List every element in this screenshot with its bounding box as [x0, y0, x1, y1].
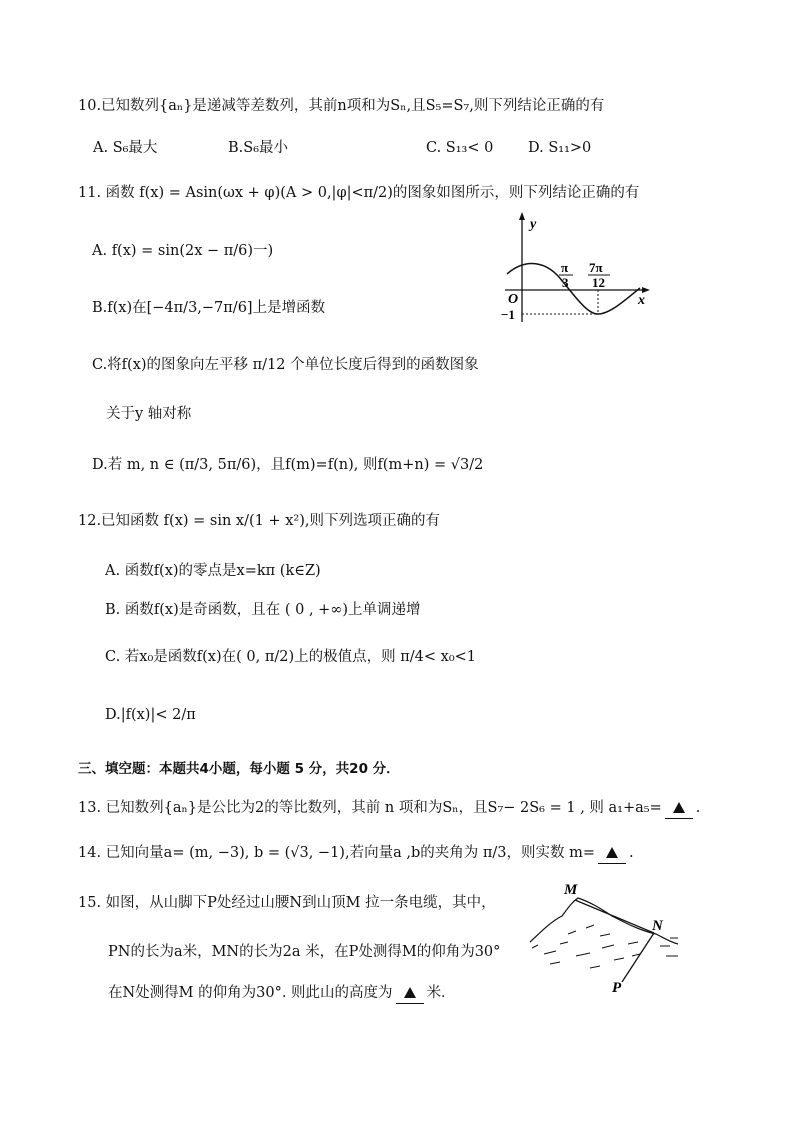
q15-fig-label-p: P [612, 980, 622, 996]
q11-option-c: C.将f(x)的图象向左平移 π/12 个单位长度后得到的函数图象 [92, 357, 479, 373]
triangle-icon [606, 847, 618, 858]
q11-graph-tick-7pi12-den: 12 [592, 275, 605, 290]
q15-fig-label-n: N [652, 918, 663, 934]
q11-graph-origin: O [508, 292, 519, 307]
q10-option-c: C. S₁₃< 0 [426, 140, 494, 156]
q13-end: . [695, 800, 701, 816]
q10-option-b: B.S₆最小 [228, 140, 289, 156]
q15-line-2: PN的长为a米，MN的长为2a 米，在P处测得M的仰角为30° [108, 944, 501, 960]
q11-graph-y-label: y [530, 217, 537, 232]
q15-line-3 [108, 983, 456, 1004]
q14 [78, 843, 634, 864]
q11-graph-tick-7pi12-num: 7π [589, 260, 603, 275]
q14-stem: 14. 已知向量a= (m, −3), b = (√3, −1),若向量a ,b的夹角为 π/3，则实数 m= [78, 845, 595, 861]
q11-graph-tick-pi3-den: 3 [562, 275, 569, 290]
q12-option-c: C. 若x₀是函数f(x)在( 0, π/2)上的极值点，则 π/4< x₀<1 [105, 649, 477, 665]
triangle-icon [404, 987, 416, 998]
section-3-heading: 三、填空题：本题共4小题，每小题 5 分，共20 分． [78, 761, 400, 777]
q11-stem: 11. 函数 f(x) = Asin(ωx + φ)(A > 0,|φ|<π/2)的图象如图所示，则下列结论正确的有 [78, 185, 640, 201]
q10-stem: 10.已知数列{aₙ}是递减等差数列，其前n项和为Sₙ,且S₅=S₇,则下列结论正确的有 [78, 98, 605, 114]
q13 [78, 798, 700, 819]
q10-option-a: A. S₆最大 [93, 140, 158, 156]
q15-mountain-figure [520, 878, 700, 998]
q12-option-d: D.|f(x)|< 2/π [105, 707, 196, 723]
q15-line-1: 15. 如图，从山脚下P处经过山腰N到山顶M 拉一条电缆，其中， [78, 895, 496, 911]
q11-graph-neg1: −1 [501, 307, 515, 322]
q12-option-b: B. 函数f(x)是奇函数，且在 ( 0 , +∞)上单调递增 [105, 602, 421, 618]
q14-answer-blank [598, 843, 626, 864]
q14-end: . [628, 845, 634, 861]
q11-option-a: A. f(x) = sin(2x − π/6)一) [92, 243, 274, 259]
q12-option-a: A. 函数f(x)的零点是x=kπ (k∈Z) [105, 563, 321, 579]
q13-answer-blank [665, 798, 693, 819]
q11-graph-tick-pi3-num: π [561, 260, 569, 275]
q15-answer-blank [396, 983, 424, 1004]
triangle-icon [673, 802, 685, 813]
q13-stem: 13. 已知数列{aₙ}是公比为2的等比数列，其前 n 项和为Sₙ，且S₇− 2S₆ = 1 , 则 a₁+a₅= [78, 800, 662, 816]
q11-graph-x-label: x [638, 293, 645, 308]
q10-option-d: D. S₁₁>0 [528, 140, 592, 156]
q11-sine-graph [495, 210, 655, 330]
q11-option-d: D.若 m, n ∈ (π/3, 5π/6)，且f(m)=f(n), 则f(m+n) = √3/2 [92, 457, 484, 473]
q11-option-b: B.f(x)在[−4π/3,−7π/6]上是增函数 [92, 300, 326, 316]
q11-option-c-cont: 关于y 轴对称 [106, 406, 192, 422]
q15-line-3-text: 在N处测得M 的仰角为30°. 则此山的高度为 [108, 985, 393, 1001]
q12-stem: 12.已知函数 f(x) = sin x/(1 + x²),则下列选项正确的有 [78, 513, 440, 529]
q15-fig-label-m: M [564, 882, 578, 898]
q15-line-3-unit: 米． [426, 985, 456, 1001]
